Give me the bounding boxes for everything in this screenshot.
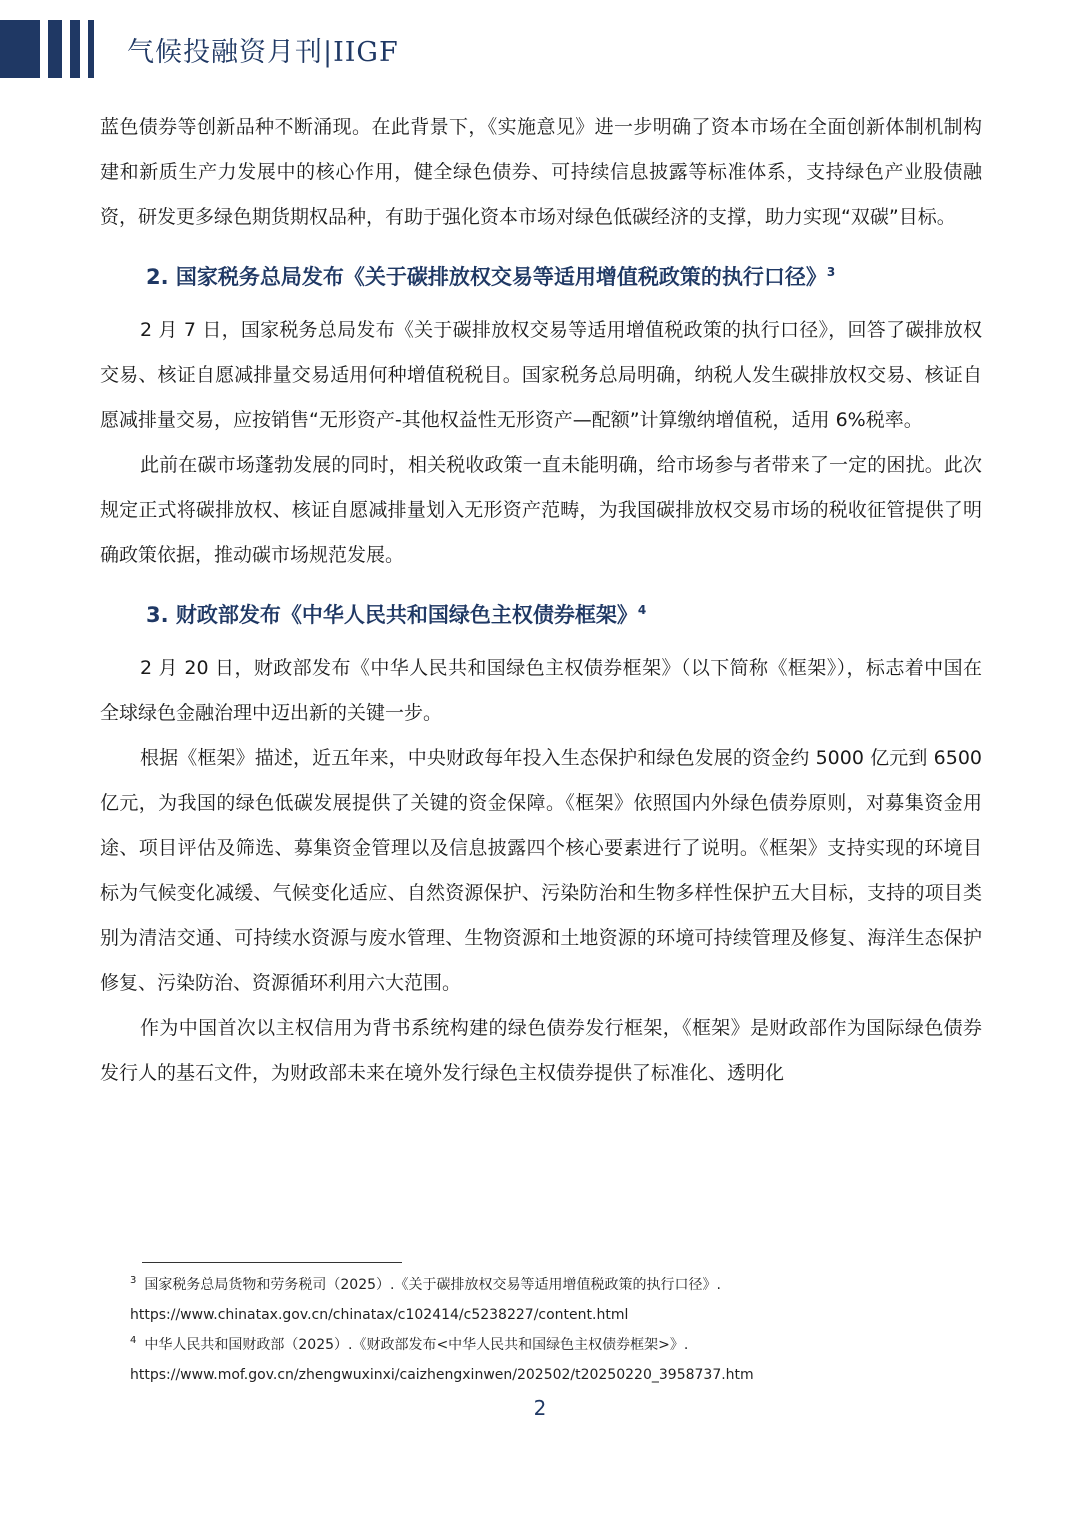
footnote-ref-3[interactable]: 3	[826, 265, 836, 279]
footnote-4	[130, 1330, 990, 1360]
section-3-paragraph-1: 2 月 20 日，财政部发布《中华人民共和国绿色主权债券框架》（以下简称《框架》），标志着中国在全球绿色金融治理中迈出新的关键一步。	[100, 657, 982, 724]
intro-paragraph: 蓝色债券等创新品种不断涌现。在此背景下，《实施意见》进一步明确了资本市场在全面创新体制机制构建和新质生产力发展中的核心作用，健全绿色债券、可持续信息披露等标准体系，支持绿色产业股债融资，研发更多绿色期货期权品种，有助于强化资本市场对绿色低碳经济的支撑，助力实现“双碳”目标。	[100, 116, 982, 228]
header-bar	[48, 20, 62, 78]
header-bars-logo	[0, 20, 100, 78]
section-heading-2	[100, 246, 982, 308]
header-bar	[0, 20, 40, 78]
section-3-paragraph-2: 根据《框架》描述，近五年来，中央财政每年投入生态保护和绿色发展的资金约 5000 亿元到 6500 亿元，为我国的绿色低碳发展提供了关键的资金保障。《框架》依照国内外绿色债券原则，对募集资金用途、项目评估及筛选、募集资金管理以及信息披露四个核心要素进行了说明。《框架》支持实现的环境目标为气候变化减缓、气候变化适应、自然资源保护、污染防治和生物多样性保护五大目标，支持的项目类别为清洁交通、可持续水资源与废水管理、生物资源和土地资源的环境可持续管理及修复、海洋生态保护修复、污染防治、资源循环利用六大范围。	[100, 747, 982, 994]
footnote-divider	[142, 1262, 402, 1263]
article-body	[100, 105, 982, 1096]
footnote-ref-4[interactable]: 4	[637, 603, 647, 617]
footnote-text: 国家税务总局货物和劳务税司（2025）.《关于碳排放权交易等适用增值税政策的执行口径》.	[144, 1277, 721, 1293]
footnote-3	[130, 1270, 990, 1300]
page-number: 2	[533, 1396, 547, 1420]
section-2-paragraph-2: 此前在碳市场蓬勃发展的同时，相关税收政策一直未能明确，给市场参与者带来了一定的困扰。此次规定正式将碳排放权、核证自愿减排量划入无形资产范畴，为我国碳排放权交易市场的税收征管提供了明确政策依据，推动碳市场规范发展。	[100, 454, 982, 566]
footnote-3-url	[130, 1300, 990, 1330]
footnote-link[interactable]: https://www.chinatax.gov.cn/chinatax/c102414/c5238227/content.html	[130, 1307, 629, 1323]
section-2-paragraph-1: 2 月 7 日，国家税务总局发布《关于碳排放权交易等适用增值税政策的执行口径》，回答了碳排放权交易、核证自愿减排量交易适用何种增值税税目。国家税务总局明确，纳税人发生碳排放权交易、核证自愿减排量交易，应按销售“无形资产-其他权益性无形资产—配额”计算缴纳增值税，适用 6%税率。	[100, 319, 982, 431]
header-bar	[88, 20, 94, 78]
header-bar	[70, 20, 80, 78]
footnote-number: 4	[130, 1335, 137, 1347]
footnotes	[130, 1270, 990, 1390]
footnote-number: 3	[130, 1275, 137, 1287]
section-heading-text: 3. 财政部发布《中华人民共和国绿色主权债券框架》	[146, 603, 638, 627]
header-title: 气候投融资月刊|IIGF	[127, 37, 399, 68]
footnote-link[interactable]: https://www.mof.gov.cn/zhengwuxinxi/caizhengxinwen/202502/t20250220_3958737.htm	[130, 1367, 754, 1383]
section-3-paragraph-3: 作为中国首次以主权信用为背书系统构建的绿色债券发行框架，《框架》是财政部作为国际绿色债券发行人的基石文件，为财政部未来在境外发行绿色主权债券提供了标准化、透明化	[100, 1017, 982, 1084]
footnote-4-url	[130, 1360, 990, 1390]
section-heading-text: 2. 国家税务总局发布《关于碳排放权交易等适用增值税政策的执行口径》	[146, 265, 827, 289]
footnote-text: 中华人民共和国财政部（2025）.《财政部发布<中华人民共和国绿色主权债券框架>》.	[144, 1337, 689, 1353]
section-heading-3	[100, 584, 982, 646]
